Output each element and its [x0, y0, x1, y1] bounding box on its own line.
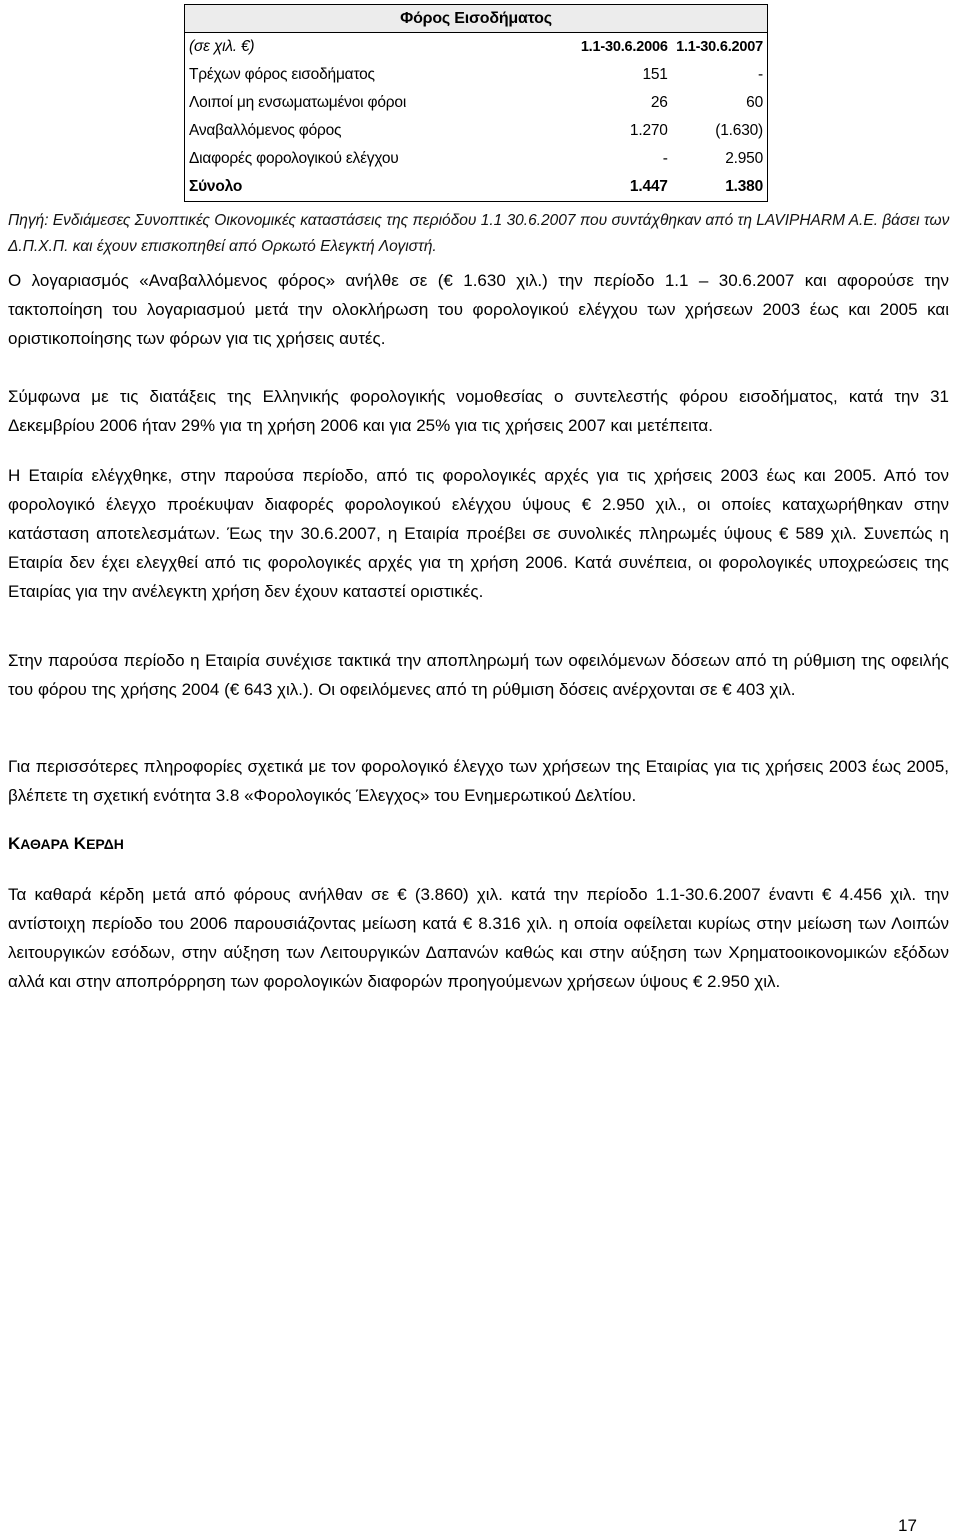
table-title: Φόρος Εισοδήματος	[185, 5, 768, 33]
row-value-2006: 26	[650, 94, 668, 111]
income-tax-table	[184, 4, 768, 202]
total-label: Σύνολο	[185, 173, 577, 202]
row-value-2006: 151	[642, 66, 668, 83]
row-value-2006: -	[662, 150, 668, 167]
row-value-2007: -	[672, 61, 768, 89]
table-row	[185, 145, 768, 173]
table-header-row	[185, 33, 768, 62]
table-row	[185, 61, 768, 89]
row-value-2007: 2.950	[672, 145, 768, 173]
row-value-2007: 60	[672, 89, 768, 117]
table-source-note: Πηγή: Ενδιάμεσες Συνοπτικές Οικονομικές καταστάσεις της περιόδου 1.1 30.6.2007 που συντάχθηκαν από τη LAVIPHARM A.E. βάσει των Δ.Π.Χ.Π. και έχουν επισκοπηθεί από Ορκωτό Ελεγκτή Λογιστή.	[8, 212, 950, 255]
column-header-2006: 1.1-30.6.2006	[576, 33, 671, 62]
row-value-2006: 1.270	[629, 122, 668, 139]
total-value-2007: 1.380	[672, 173, 768, 202]
net-profit-paragraph: Τα καθαρά κέρδη μετά από φόρους ανήλθαν σε € (3.860) χιλ. κατά την περίοδο 1.1-30.6.2007 έναντι € 4.456 χιλ. την αντίστοιχη περίοδο του 2006 παρουσιάζοντας μείωση κατά € 8.316 χιλ. η οποία οφείλεται κυρίως στην μείωση των Λοιπών λειτουργικών εσόδων, στην αύξηση των Λειτουργικών Δαπανών καθώς και στην αύξηση των Χρηματοοικονομικών εξόδων αλλά και στην αποπρόρρηση των φορολογικών διαφορών προηγούμενων χρήσεων ύψους € 2.950 χιλ.	[8, 885, 949, 991]
section-heading-net-profit: ΚΑΘΑΡΑ ΚΕΡΔΗ	[8, 834, 124, 853]
table-row	[185, 117, 768, 145]
page-number: 17	[898, 1516, 917, 1535]
row-label: Λοιποί μη ενσωματωμένοι φόροι	[185, 89, 577, 117]
column-header-2007: 1.1-30.6.2007	[672, 33, 768, 62]
row-value-2007: (1.630)	[672, 117, 768, 145]
row-label: Τρέχων φόρος εισοδήματος	[185, 61, 577, 89]
row-label: Διαφορές φορολογικού ελέγχου	[185, 145, 577, 173]
tax-settlement-paragraph: Στην παρούσα περίοδο η Εταιρία συνέχισε τακτικά την αποπληρωμή των οφειλόμενων δόσεων από τη ρύθμιση της οφειλής του φόρου της χρήσης 2004 (€ 643 χιλ.). Οι οφειλόμενες από τη ρύθμιση δόσεις ανέρχονται σε € 403 χιλ.	[8, 651, 949, 699]
row-label: Αναβαλλόμενος φόρος	[185, 117, 577, 145]
total-value-2006: 1.447	[576, 173, 671, 202]
table-row	[185, 89, 768, 117]
more-info-paragraph: Για περισσότερες πληροφορίες σχετικά με τον φορολογικό έλεγχο των χρήσεων της Εταιρίας για τις χρήσεις 2003 έως 2005, βλέπετε τη σχετική ενότητα 3.8 «Φορολογικός Έλεγχος» του Ενημερωτικού Δελτίου.	[8, 757, 949, 805]
tax-audit-paragraph: Η Εταιρία ελέγχθηκε, στην παρούσα περίοδο, από τις φορολογικές αρχές για τις χρήσεις 2003 έως και 2005. Από τον φορολογικό έλεγχο προέκυψαν διαφορές φορολογικού ελέγχου ύψους € 2.950 χιλ., οι οποίες καταχωρήθηκαν στην κατάσταση αποτελεσμάτων. Έως την 30.6.2007, η Εταιρία προέβει σε συνολικές πληρωμές ύψους € 589 χιλ. Συνεπώς η Εταιρία δεν έχει ελεγχθεί από τις φορολογικές αρχές για τη χρήση 2006. Κατά συνέπεια, οι φορολογικές υποχρεώσεις της Εταιρίας για την ανέλεγκτη χρήση δεν έχουν καταστεί οριστικές.	[8, 466, 949, 601]
table-total-row	[185, 173, 768, 202]
deferred-tax-paragraph: Ο λογαριασμός «Αναβαλλόμενος φόρος» ανήλθε σε (€ 1.630 χιλ.) την περίοδο 1.1 – 30.6.2007 και αφορούσε την τακτοποίηση του λογαριασμού μετά την ολοκλήρωση του φορολογικού ελέγχου των χρήσεων 2003 έως και 2005 και οριστικοποίησης των φόρων για τις χρήσεις αυτές.	[8, 271, 949, 348]
unit-label: (σε χιλ. €)	[185, 33, 577, 62]
tax-rate-paragraph: Σύμφωνα με τις διατάξεις της Ελληνικής φορολογικής νομοθεσίας ο συντελεστής φόρου εισοδήματος, κατά την 31 Δεκεμβρίου 2006 ήταν 29% για τη χρήση 2006 και για 25% για τις χρήσεις 2007 και μετέπειτα.	[8, 387, 949, 435]
table-title-row	[185, 5, 768, 33]
